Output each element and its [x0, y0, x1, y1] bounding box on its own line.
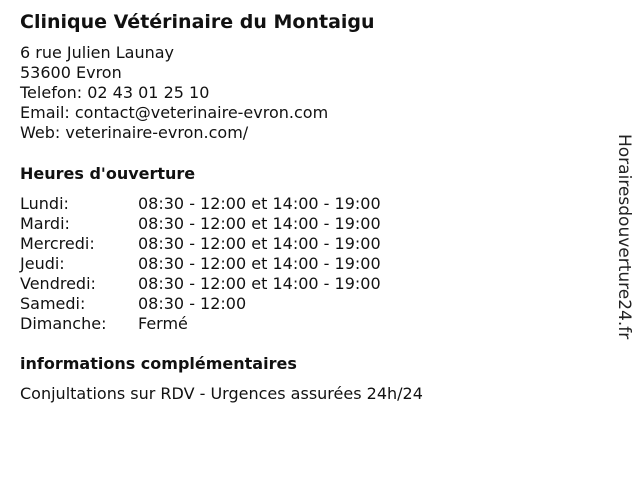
hours-row-thursday [20, 254, 381, 274]
hours-day: Samedi: [20, 294, 86, 313]
hours-time: 08:30 - 12:00 [138, 294, 247, 313]
hours-row-sunday [20, 314, 381, 334]
hours-day: Jeudi: [20, 254, 65, 273]
hours-table [20, 194, 381, 334]
hours-day: Vendredi: [20, 274, 96, 293]
hours-day: Dimanche: [20, 314, 107, 333]
info-text: Conjultations sur RDV - Urgences assurées 24h/24 [20, 384, 423, 403]
hours-time: 08:30 - 12:00 et 14:00 - 19:00 [138, 274, 381, 293]
hours-row-wednesday [20, 234, 381, 254]
business-name: Clinique Vétérinaire du Montaigu [20, 11, 375, 33]
info-heading: informations complémentaires [20, 354, 297, 373]
hours-row-saturday [20, 294, 381, 314]
contact-block [20, 43, 328, 143]
hours-row-friday [20, 274, 381, 294]
address-street: 6 rue Julien Launay [20, 43, 175, 62]
hours-heading: Heures d'ouverture [20, 164, 196, 183]
address-city: 53600 Evron [20, 63, 122, 82]
watermark-text: Horairesdouverture24.fr [614, 134, 634, 340]
hours-time: 08:30 - 12:00 et 14:00 - 19:00 [138, 194, 381, 213]
hours-time: 08:30 - 12:00 et 14:00 - 19:00 [138, 234, 381, 253]
hours-day: Lundi: [20, 194, 69, 213]
hours-time: 08:30 - 12:00 et 14:00 - 19:00 [138, 214, 381, 233]
hours-day: Mercredi: [20, 234, 95, 253]
hours-day: Mardi: [20, 214, 70, 233]
hours-time: 08:30 - 12:00 et 14:00 - 19:00 [138, 254, 381, 273]
email-line: Email: contact@veterinaire-evron.com [20, 103, 329, 122]
watermark [612, 134, 636, 374]
hours-row-tuesday [20, 214, 381, 234]
web-line: Web: veterinaire-evron.com/ [20, 123, 249, 142]
hours-time: Fermé [138, 314, 188, 333]
phone-line: Telefon: 02 43 01 25 10 [20, 83, 210, 102]
hours-row-monday [20, 194, 381, 214]
